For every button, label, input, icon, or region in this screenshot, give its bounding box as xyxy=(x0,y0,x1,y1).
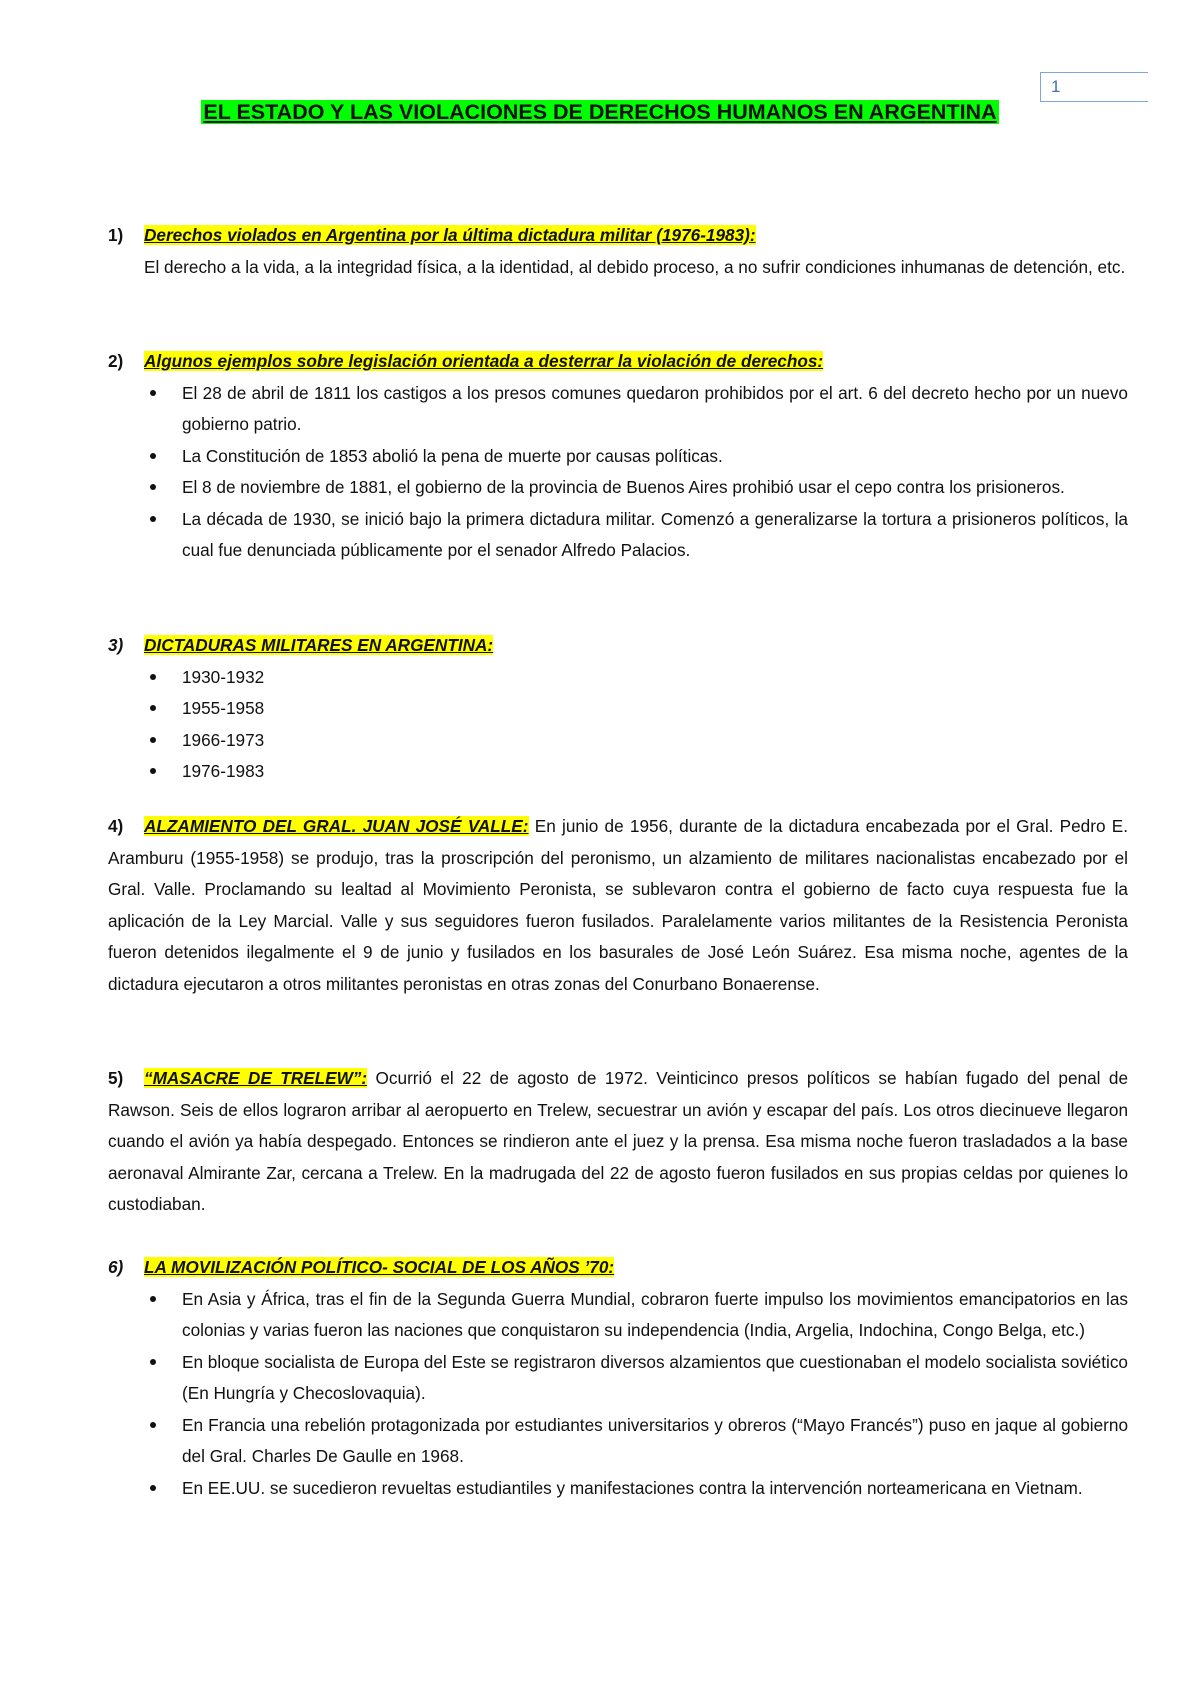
list-item: 1930-1932 xyxy=(144,662,1128,694)
section-paragraph xyxy=(108,1063,1128,1221)
bullet-list xyxy=(144,662,1128,788)
section-number: 2) xyxy=(108,351,124,371)
section-heading: DICTADURAS MILITARES EN ARGENTINA: xyxy=(144,635,494,655)
section-4 xyxy=(108,811,1128,1000)
bullet-list xyxy=(144,378,1128,567)
list-item: En Francia una rebelión protagonizada por estudiantes universitarios y obreros (“Mayo Francés”) puso en jaque al gobierno del Gral. Charles De Gaulle en 1968. xyxy=(144,1410,1128,1473)
list-item: La Constitución de 1853 abolió la pena de muerte por causas políticas. xyxy=(144,441,1128,473)
section-text: En junio de 1956, durante de la dictadura encabezada por el Gral. Pedro E. Aramburu (1955-1958) se produjo, tras la proscripción del peronismo, un alzamiento de militares nacionalistas encabezado por el Gral. Valle. Proclamando su lealtad al Movimiento Peronista, se sublevaron contra el gobierno de facto cuya respuesta fue la aplicación de la Ley Marcial. Valle y sus seguidores fueron fusilados. Paralelamente varios militantes de la Resistencia Peronista fueron detenidos ilegalmente el 9 de junio y fusilados en los basurales de José León Suárez. Esa misma noche, agentes de la dictadura ejecutaron a otros militantes peronistas en otras zonas del Conurbano Bonaerense. xyxy=(108,816,1128,994)
list-item: La década de 1930, se inició bajo la primera dictadura militar. Comenzó a generalizarse la tortura a prisioneros políticos, la cual fue denunciada públicamente por el senador Alfredo Palacios. xyxy=(144,504,1128,567)
list-item: 1955-1958 xyxy=(144,693,1128,725)
section-number: 3) xyxy=(108,635,124,655)
section-heading: “MASACRE DE TRELEW”: xyxy=(144,1068,368,1088)
section-heading: ALZAMIENTO DEL GRAL. JUAN JOSÉ VALLE: xyxy=(144,816,529,836)
section-number: 1) xyxy=(108,225,124,245)
list-item: 1966-1973 xyxy=(144,725,1128,757)
section-paragraph xyxy=(108,811,1128,1000)
section-heading: Algunos ejemplos sobre legislación orientada a desterrar la violación de derechos: xyxy=(144,351,824,371)
section-5 xyxy=(108,1063,1128,1221)
list-item: El 8 de noviembre de 1881, el gobierno de la provincia de Buenos Aires prohibió usar el cepo contra los prisioneros. xyxy=(144,472,1128,504)
list-item: En Asia y África, tras el fin de la Segunda Guerra Mundial, cobraron fuerte impulso los movimientos emancipatorios en las colonias y varias fueron las naciones que conquistaron su independencia (India, Argelia, Indochina, Congo Belga, etc.) xyxy=(144,1284,1128,1347)
section-number: 4) xyxy=(108,816,124,836)
section-number: 5) xyxy=(108,1068,124,1088)
list-item: El 28 de abril de 1811 los castigos a los presos comunes quedaron prohibidos por el art. 6 del decreto hecho por un nuevo gobierno patrio. xyxy=(144,378,1128,441)
section-heading: LA MOVILIZACIÓN POLÍTICO- SOCIAL DE LOS AÑOS ’70: xyxy=(144,1257,615,1277)
list-item: 1976-1983 xyxy=(144,756,1128,788)
section-text: Ocurrió el 22 de agosto de 1972. Veinticinco presos políticos se habían fugado del penal de Rawson. Seis de ellos lograron arribar al aeropuerto en Trelew, secuestrar un avión y escapar del país. Los otros diecinueve llegaron cuando el avión ya había despegado. Entonces se rindieron ante el juez y la prensa. Esa misma noche fueron trasladados a la base aeronaval Almirante Zar, cercana a Trelew. En la madrugada del 22 de agosto fueron fusilados en sus propias celdas por quienes lo custodiaban. xyxy=(108,1068,1128,1214)
document-title xyxy=(0,100,1200,125)
bullet-list xyxy=(144,1284,1128,1505)
section-2 xyxy=(108,346,1128,567)
section-6 xyxy=(108,1252,1128,1504)
section-3 xyxy=(108,630,1128,788)
page-number: 1 xyxy=(1040,72,1148,102)
section-number: 6) xyxy=(108,1257,124,1277)
section-1 xyxy=(108,220,1128,283)
list-item: En bloque socialista de Europa del Este se registraron diversos alzamientos que cuestionaban el modelo socialista soviético (En Hungría y Checoslovaquia). xyxy=(144,1347,1128,1410)
list-item: En EE.UU. se sucedieron revueltas estudiantiles y manifestaciones contra la intervención norteamericana en Vietnam. xyxy=(144,1473,1128,1505)
section-heading: Derechos violados en Argentina por la última dictadura militar (1976-1983): xyxy=(144,225,756,245)
document-title-text: EL ESTADO Y LAS VIOLACIONES DE DERECHOS HUMANOS EN ARGENTINA xyxy=(203,100,997,124)
section-paragraph: El derecho a la vida, a la integridad física, a la identidad, al debido proceso, a no sufrir condiciones inhumanas de detención, etc. xyxy=(144,256,1126,277)
